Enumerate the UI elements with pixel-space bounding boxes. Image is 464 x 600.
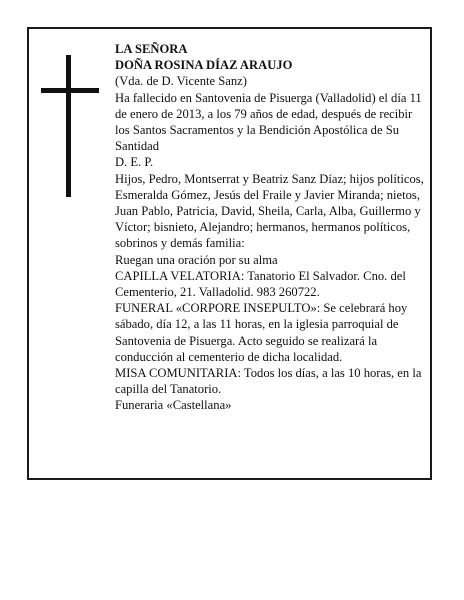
cross-horizontal-bar <box>41 88 99 93</box>
chapel-info: CAPILLA VELATORIA: Tanatorio El Salvador. Cno. del Cementerio, 21. Valladolid. 983 260722. <box>115 268 406 300</box>
obituary-notice <box>27 27 432 480</box>
funeral-info: FUNERAL «CORPORE INSEPULTO»: Se celebrará hoy sábado, día 12, a las 11 horas, en la iglesia parroquial de Santovenia de Pisuerga. Acto seguido se realizará la conducción al cementerio de dicha localidad. <box>115 301 408 364</box>
mass-info: MISA COMUNITARIA: Todos los días, a las 10 horas, en la capilla del Tanatorio. <box>115 366 422 397</box>
family-list: Hijos, Pedro, Montserrat y Beatriz Sanz Díaz; hijos políticos, Esmeralda Gómez, Jesús del Fraile y Javier Miranda; nietos, Juan Pablo, Patricia, David, Sheila, Carla, Alba, Guillermo y Víctor; bisnieto, Alejandro; hermanos, hermanos políticos, sobrinos y demás familia: <box>115 171 424 251</box>
widow-of: (Vda. de D. Vicente Sanz) <box>115 74 247 89</box>
rest-in-peace: D. E. P. <box>115 155 154 170</box>
cross-vertical-bar <box>66 55 71 197</box>
latin-cross-icon <box>41 55 99 197</box>
funeral-home: Funeraria «Castellana» <box>115 398 232 413</box>
prayer-request: Ruegan una oración por su alma <box>115 252 278 267</box>
death-announcement: Ha fallecido en Santovenia de Pisuerga (Valladolid) el día 11 de enero de 2013, a los 79 años de edad, después de recibir los Santos Sacramentos y la Bendición Apostólica de Su Santidad <box>115 90 422 154</box>
deceased-name: DOÑA ROSINA DÍAZ ARAUJO <box>115 58 293 73</box>
notice-text <box>115 41 424 414</box>
notice-title: LA SEÑORA <box>115 42 188 56</box>
